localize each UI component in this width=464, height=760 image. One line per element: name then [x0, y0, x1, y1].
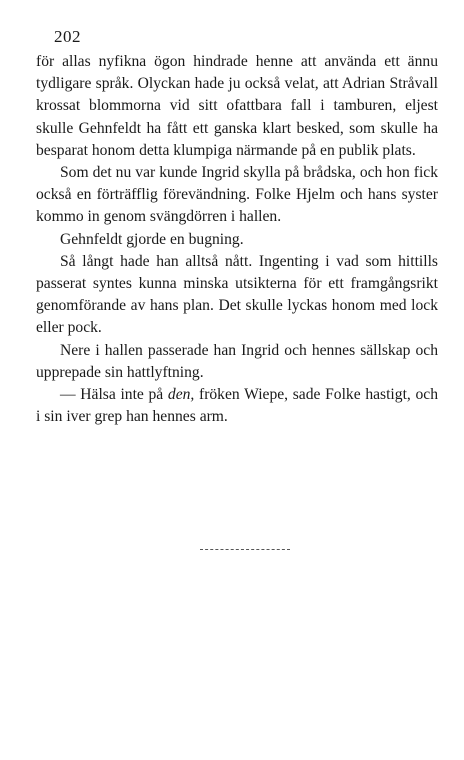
- section-end-rule: [200, 549, 290, 550]
- paragraph-1: för allas nyfikna ögon hindrade henne att använda ett ännu tydligare språk. Olyckan hade ju också velat, att Adrian Stråvall krossat blommorna vid sitt ofattbara fall i tamburen, eljest skulle Gehnfeldt ha fått ett ganska klart besked, som skulle ha besparat honom detta klumpiga närmande på en publik plats.: [36, 53, 438, 159]
- book-page: [36, 26, 438, 428]
- paragraph-6: [36, 384, 438, 428]
- dialogue-start: — Hälsa inte på: [60, 386, 168, 404]
- paragraph-2: Som det nu var kunde Ingrid skylla på brådska, och hon fick också en förträfflig förevändning. Folke Hjelm och hans syster kommo in genom svängdörren i hallen.: [36, 164, 438, 226]
- emphasized-word: den,: [167, 386, 195, 404]
- paragraph-3: Gehnfeldt gjorde en bugning.: [60, 230, 244, 248]
- paragraph-5: Nere i hallen passerade han Ingrid och hennes sällskap och upprepade sin hattlyftning.: [36, 341, 438, 381]
- paragraph-4: Så långt hade han alltså nått. Ingenting i vad som hittills passerat syntes kunna minska utsikterna för ett framgångsrikt genomförande av hans plan. Det skulle lyckas honom med lock eller pock.: [36, 252, 438, 337]
- page-number: 202: [54, 27, 81, 46]
- dialogue-rest: fröken Wiepe, sade Folke hastigt, och i sin iver grep han hennes arm.: [36, 386, 438, 426]
